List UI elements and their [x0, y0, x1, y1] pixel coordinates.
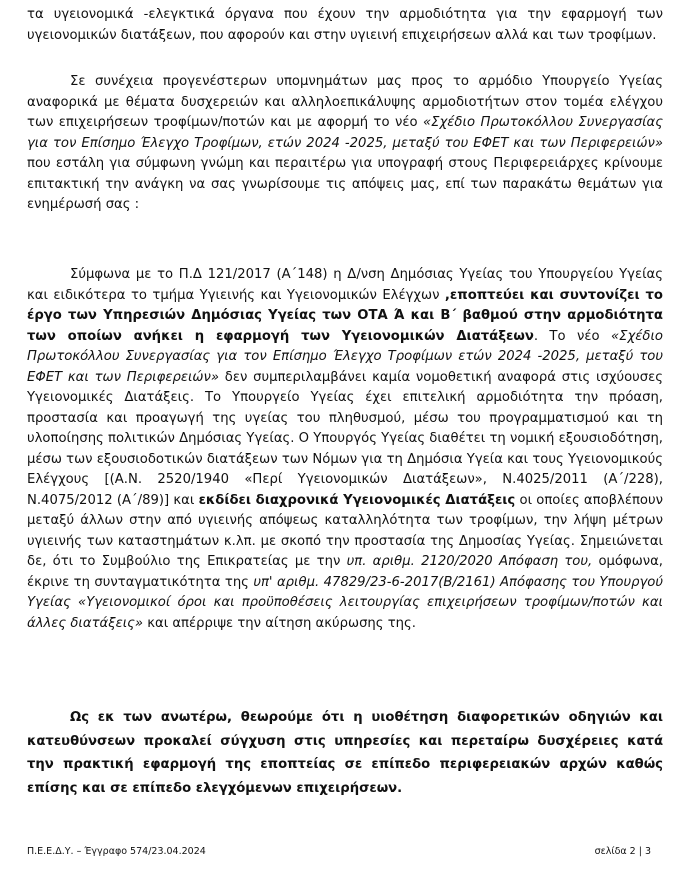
legal-text-3: δεν συμπεριλαμβάνει καμία νομοθετική αναφορά στις ισχύουσες Υγειονομικές Διατάξεις. Το Υπουργείο Υγείας έχει επιτελική αρμοδιότητα την πρόαση, προστασία και προαγωγή της υγείας του πληθυσμού, μέσω του προγραμματισμού και τη υλοποίησης πολιτικών Δημόσιας Υγείας. Ο Υπουργός Υγείας διαθέτει τη νομική εξουσιοδότηση, μέσω των εξουσιοδοτικών διατάξεων των Νόμων για τη Δημόσια Υγεία και τους Υγειονομικούς Ελέγχους [(Α.Ν. 2520/1940 «Περί Υγειονομικών Διατάξεων», Ν.4025/2011 (Α΄/228), Ν.4075/2012 (Α΄/89)] και [27, 369, 663, 508]
legal-text-2: . Το νέο [533, 328, 611, 344]
paragraph-context [27, 72, 663, 216]
legal-emphasis-issues: εκδίδει διαχρονικά Υγειονομικές Διατάξεις [198, 492, 516, 508]
protocol-title: «Σχέδιο Πρωτοκόλλου Συνεργασίας για τον Επίσημο Έλεγχο Τροφίμων, ετών 2024 -2025, μεταξύ του ΕΦΕΤ και των Περιφερειών» [27, 115, 663, 151]
paragraph-conclusion: Ως εκ των ανωτέρω, θεωρούμε ότι η υιοθέτηση διαφορετικών οδηγιών και κατευθύνσεων προκαλεί σύγχυση στις υπηρεσίες και περεταίρω δυσχέρειες κατά την πρακτική εφαρμογή της εποπτείας σε επίπεδο περιφερειακών αρχών καθώς επίσης και σε επίπεδο ελεγχόμενων επιχειρήσεων. [27, 710, 663, 796]
footer-page-number: σελίδα 2 | 3 [594, 846, 651, 857]
legal-text-1: Σύμφωνα με το Π.Δ 121/2017 (Α΄148) η Δ/νση Δημόσιας Υγείας του Υπουργείου Υγείας και ειδικότερα το τμήμα Υγιεινής και Υγειονομικών Ελέγχων [27, 267, 663, 303]
protocol-title-2: «Σχέδιο Πρωτοκόλλου Συνεργασίας για τον Επίσημο Έλεγχο Τροφίμων ετών 2024 -2025, μεταξύ του ΕΦΕΤ και των Περιφερειών» [27, 328, 663, 385]
legal-emphasis-supervision: ,εποπτεύει και συντονίζει το έργο των Υπηρεσιών Δημόσιας Υγείας των ΟΤΑ Ά και Β΄ βαθμού στην αρμοδιότητα των οποίων ανήκει η εφαρμογή των Υγειονομικών Διατάξεων [27, 287, 663, 344]
council-decision-ref: υπ. αριθμ. 2120/2020 Απόφαση του, [346, 554, 593, 569]
footer-document-ref: Π.Ε.Ε.Δ.Υ. – Έγγραφο 574/23.04.2024 [27, 846, 206, 857]
legal-text-6: και απέρριψε την αίτηση ακύρωσης της. [143, 615, 416, 631]
paragraph-legal-basis [27, 265, 663, 634]
context-text-end: που εστάλη για σύμφωνη γνώμη και περαιτέρω για υπογραφή στους Περιφερειάρχες κρίνουμε επιτακτική την ανάγκη να σας γνωρίσουμε τις απόψεις μας, επί των παρακάτω θεμάτων για ενημέρωσή σας : [27, 156, 663, 212]
legal-text-5: ομόφωνα, έκρινε τη συνταγματικότητα της [27, 554, 663, 590]
context-text: Σε συνέχεια προγενέστερων υπομνημάτων μας προς το αρμόδιο Υπουργείο Υγείας αναφορικά με θέματα δυσχερειών και αλληλοεπικάλυψης αρμοδιοτήτων στον τομέα ελέγχου των επιχειρήσεων τροφίμων/ποτών και με αφορμή το νέο [27, 74, 663, 130]
ministerial-decision-ref: υπ' αριθμ. 47829/23-6-2017(Β/2161) Απόφασης του Υπουργού Υγείας «Υγειονομικοί όροι και προϋποθέσεις λειτουργίας επιχειρήσεων τροφίμων/ποτών και άλλες διατάξεις» [27, 574, 663, 631]
paragraph-intro: τα υγειονομικά -ελεγκτικά όργανα που έχουν την αρμοδιότητα για την εφαρμογή των υγειονομικών διατάξεων, που αφορούν και στην υγιεινή επιχειρήσεων αλλά και των τροφίμων. [27, 7, 663, 43]
legal-text-4: οι οποίες αποβλέπουν μεταξύ άλλων στην από υγιεινής απόψεως καταλληλότητα των τροφίμων, την λήψη μέτρων υγιεινής των καταστημάτων κ.λπ. με σκοπό την προστασία της Δημοσίας Υγείας. Σημειώνεται δε, ότι το Συμβούλιο της Επικρατείας με την [27, 492, 663, 569]
